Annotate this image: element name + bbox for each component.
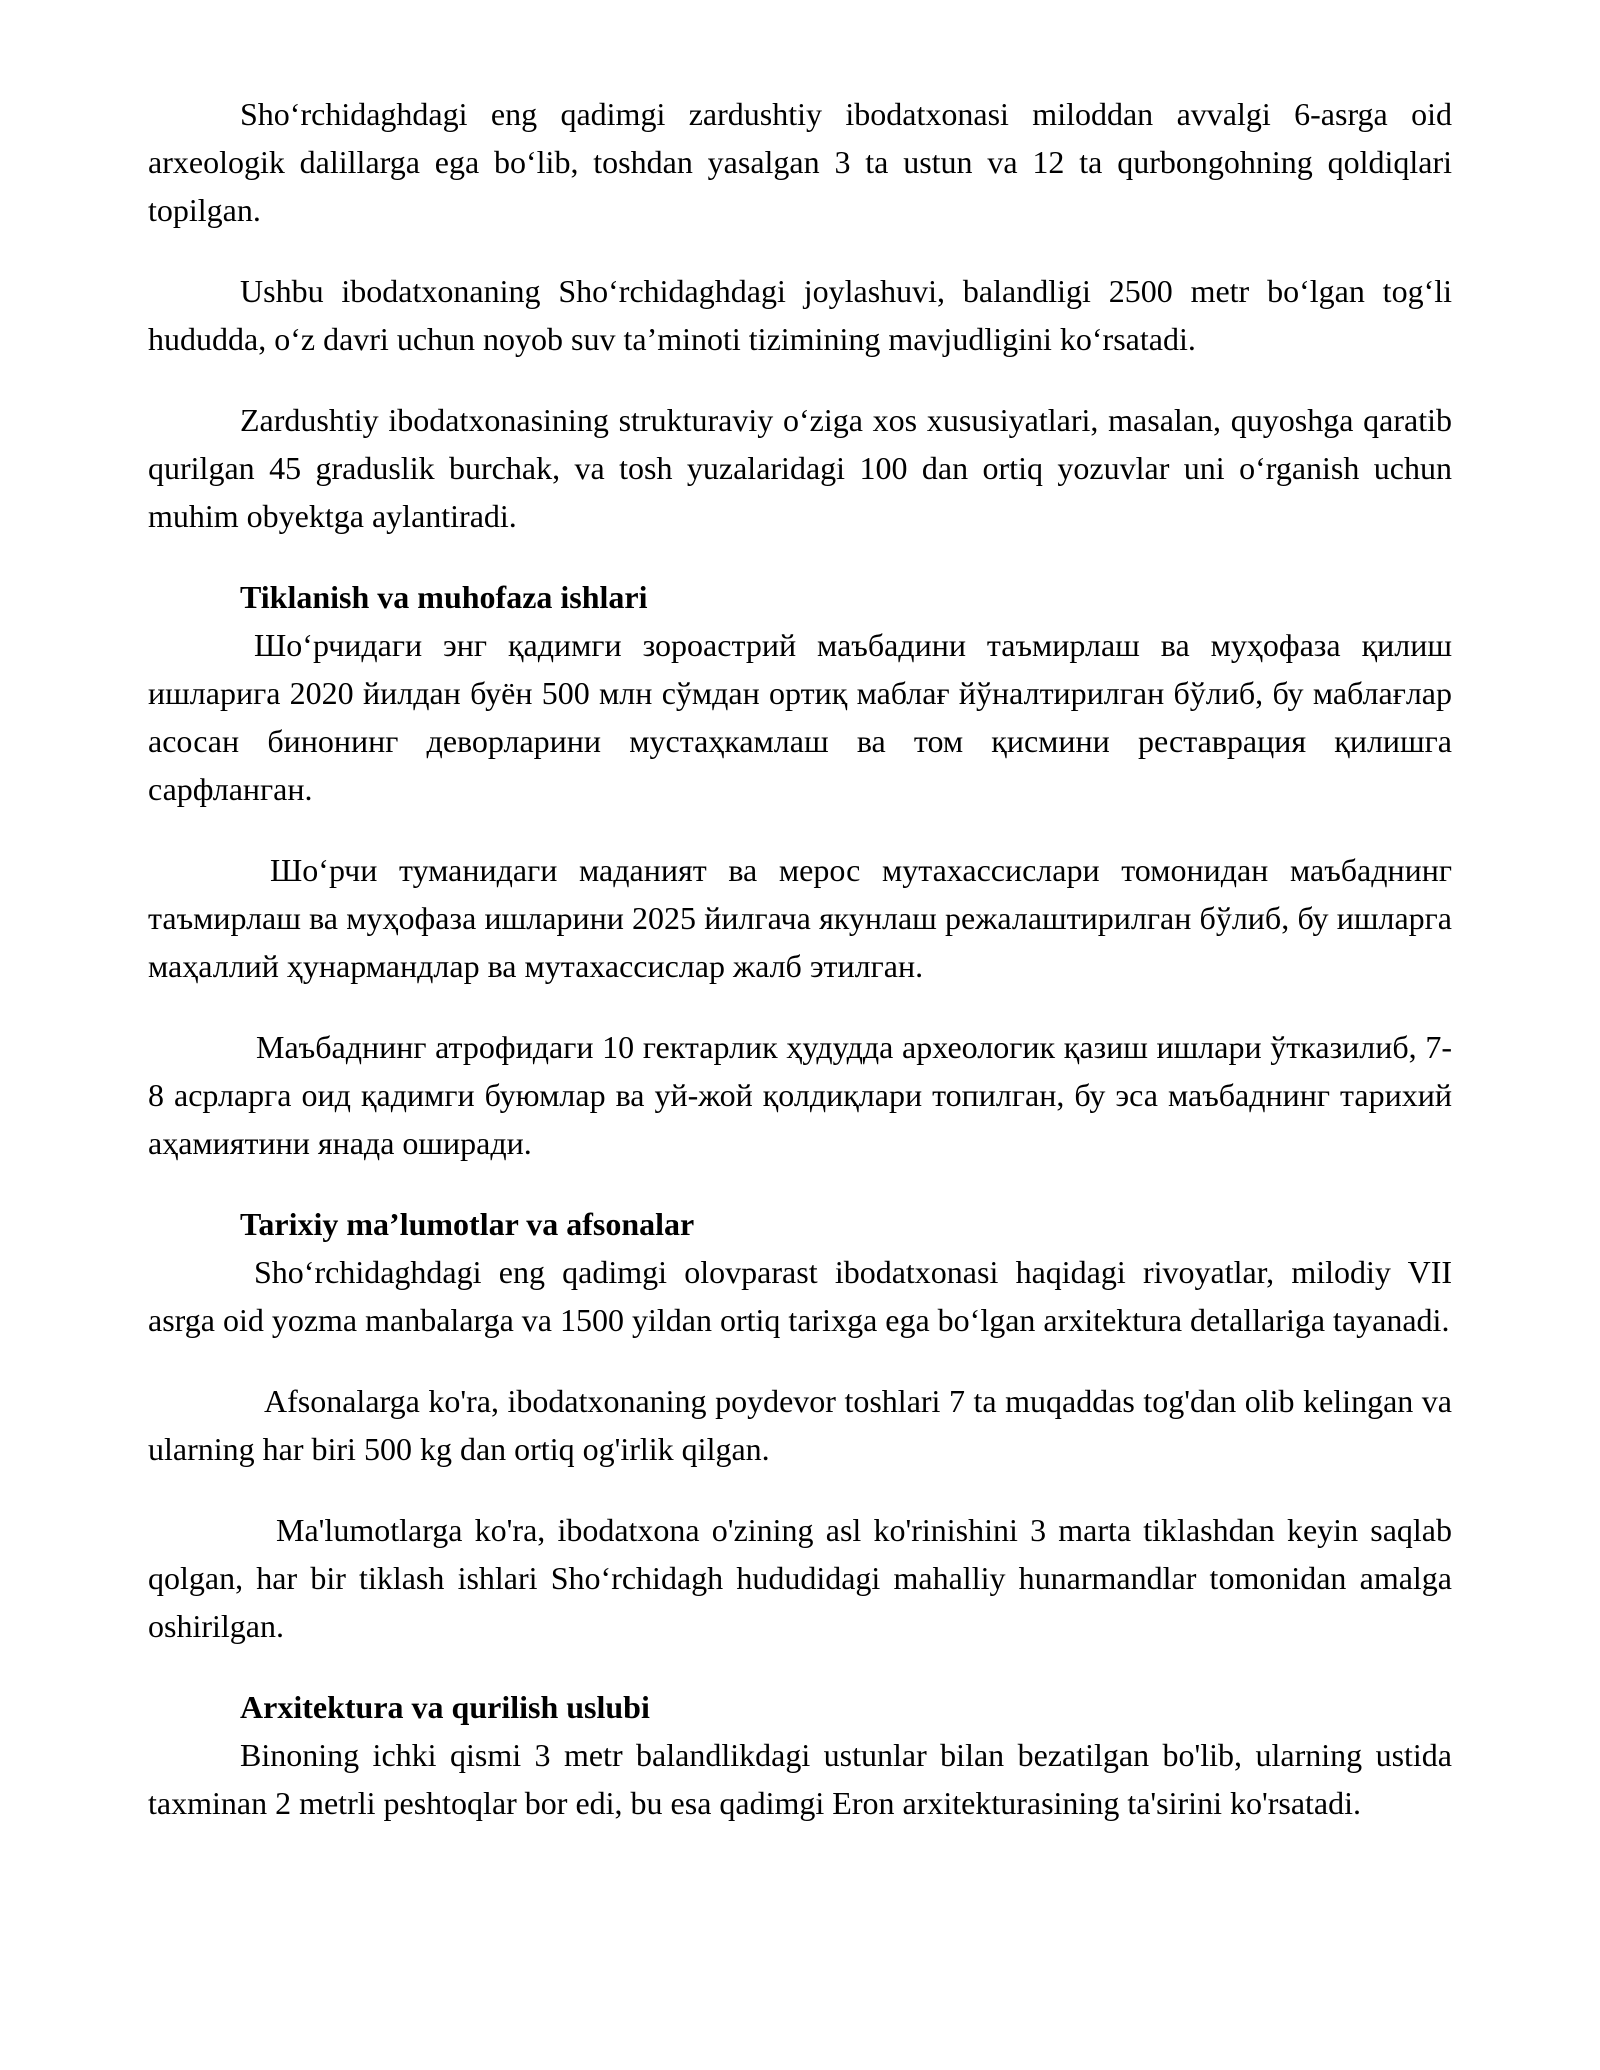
document-page xyxy=(148,90,1452,1860)
section-paragraph: Маъбаднинг атрофидаги 10 гектарлик ҳудудда археологик қазиш ишлари ўтказилиб, 7-8 асрларга оид қадимги буюмлар ва уй-жой қолдиқлари топилган, бу эса маъбаднинг тарихий аҳамиятини янада оширади. xyxy=(148,1029,1452,1161)
section-paragraph: Sho‘rchidaghdagi eng qadimgi olovparast ibodatxonasi haqidagi rivoyatlar, milodiy VII asrga oid yozma manbalarga va 1500 yildan ortiq tarixga ega bo‘lgan arxitektura detallariga tayanadi. xyxy=(148,1254,1452,1338)
section-heading: Tarixiy ma’lumotlar va afsonalar xyxy=(240,1206,695,1242)
section-paragraph: Шоʻрчидаги энг қадимги зороастрий маъбадини таъмирлаш ва муҳофаза қилиш ишларига 2020 йилдан буён 500 млн сўмдан ортиқ маблағ йўналтирилган бўлиб, бу маблағлар асосан бинонинг деворларини мустаҳкамлаш ва том қисмини реставрация қилишга сарфланган. xyxy=(148,627,1452,807)
section-heading: Tiklanish va muhofaza ishlari xyxy=(240,579,648,615)
section-paragraph: Binoning ichki qismi 3 metr balandlikdagi ustunlar bilan bezatilgan bo'lib, ularning ustida taxminan 2 metrli peshtoqlar bor edi, bu esa qadimgi Eron arxitekturasining ta'sirini ko'rsatadi. xyxy=(148,1737,1452,1821)
section-history xyxy=(148,1200,1452,1650)
section-paragraph: Afsonalarga ko'ra, ibodatxonaning poydevor toshlari 7 ta muqaddas tog'dan olib kelingan va ularning har biri 500 kg dan ortiq og'irlik qilgan. xyxy=(148,1383,1452,1467)
section-paragraph: Шоʻрчи туманидаги маданият ва мерос мутахассислари томонидан маъбаднинг таъмирлаш ва муҳофаза ишларини 2025 йилгача якунлаш режалаштирилган бўлиб, бу ишларга маҳаллий ҳунармандлар ва мутахассислар жалб этилган. xyxy=(148,852,1452,984)
section-architecture xyxy=(148,1683,1452,1827)
intro-paragraph-2: Ushbu ibodatxonaning Sho‘rchidaghdagi joylashuvi, balandligi 2500 metr bo‘lgan tog‘li hududda, o‘z davri uchun noyob suv ta’minoti tizimining mavjudligini ko‘rsatadi. xyxy=(148,273,1452,357)
intro-paragraph-1: Sho‘rchidaghdagi eng qadimgi zardushtiy ibodatxonasi miloddan avvalgi 6-asrga oid arxeologik dalillarga ega bo‘lib, toshdan yasalgan 3 ta ustun va 12 ta qurbongohning qoldiqlari topilgan. xyxy=(148,96,1452,228)
intro-paragraph-3: Zardushtiy ibodatxonasining strukturaviy o‘ziga xos xususiyatlari, masalan, quyoshga qaratib qurilgan 45 graduslik burchak, va tosh yuzalaridagi 100 dan ortiq yozuvlar uni o‘rganish uchun muhim obyektga aylantiradi. xyxy=(148,402,1452,534)
section-restoration xyxy=(148,573,1452,1167)
section-paragraph: Ma'lumotlarga ko'ra, ibodatxona o'zining asl ko'rinishini 3 marta tiklashdan keyin saqlab qolgan, har bir tiklash ishlari Sho‘rchidagh hududidagi mahalliy hunarmandlar tomonidan amalga oshirilgan. xyxy=(148,1512,1452,1644)
section-heading: Arxitektura va qurilish uslubi xyxy=(240,1689,650,1725)
